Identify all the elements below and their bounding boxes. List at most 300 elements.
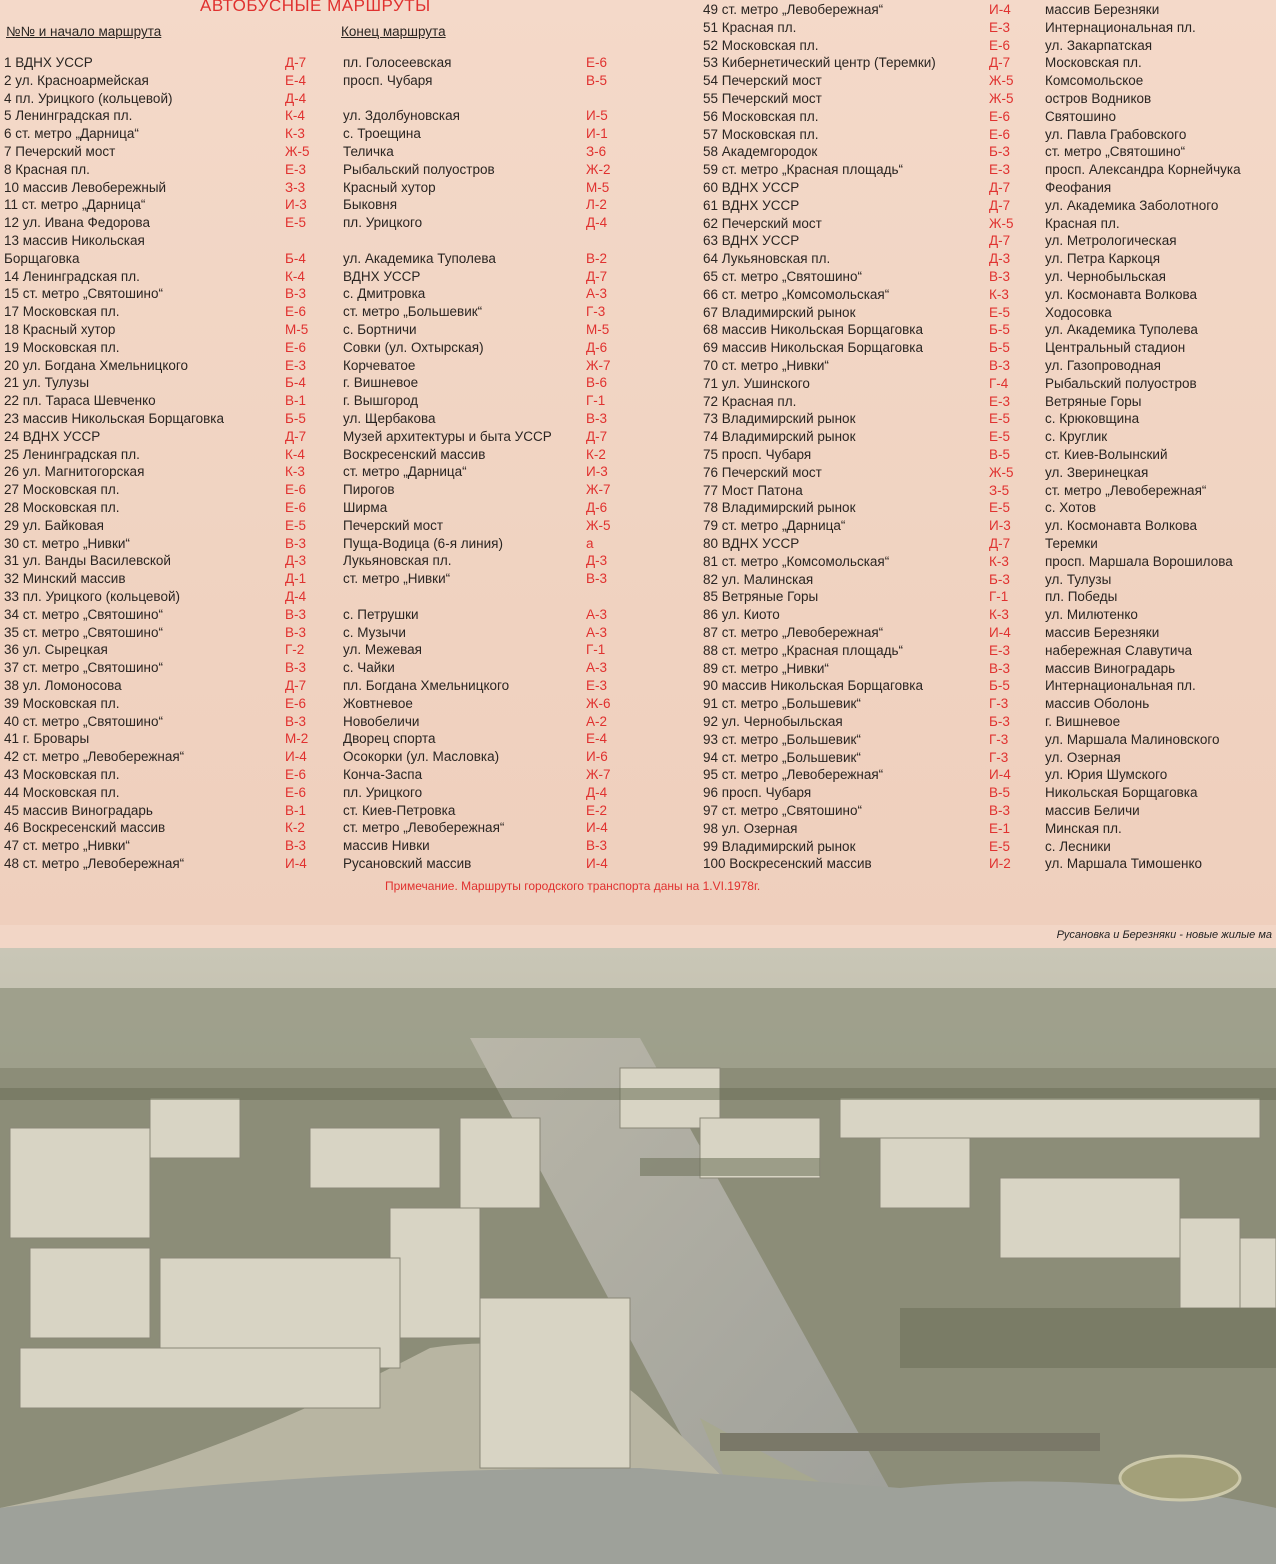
- route-start-grid-code: Е-5: [989, 838, 1011, 854]
- route-start: 4 пл. Урицкого (кольцевой): [4, 90, 173, 106]
- route-end: Осокорки (ул. Масловка): [343, 749, 500, 765]
- route-start: 52 Московская пл.: [703, 37, 819, 53]
- route-end: г. Вишневое: [1045, 714, 1121, 729]
- start-column-header: №№ и начало маршрута: [6, 24, 162, 39]
- route-start-grid-code: Д-7: [285, 55, 307, 70]
- route-start-grid-code: Е-6: [989, 126, 1011, 142]
- route-end-grid-code: И-5: [586, 108, 608, 124]
- route-start: 44 Московская пл.: [4, 784, 120, 800]
- route-start: 34 ст. метро „Святошино“: [4, 606, 163, 622]
- route-end-grid-code: Ж-7: [586, 767, 611, 782]
- route-end-grid-code: М-5: [586, 322, 610, 337]
- route-start-grid-code: В-3: [989, 660, 1011, 676]
- route-end: с. Бортничи: [343, 322, 417, 337]
- route-end: ст. метро „Дарница“: [343, 464, 467, 480]
- route-start: 88 ст. метро „Красная площадь“: [703, 642, 904, 658]
- route-start: 76 Печерский мост: [703, 464, 822, 480]
- route-start-grid-code: И-3: [285, 197, 307, 213]
- route-start-grid-code: Б-3: [989, 714, 1010, 729]
- route-start: 65 ст. метро „Святошино“: [703, 269, 862, 284]
- route-end: г. Вишневое: [343, 375, 419, 391]
- route-end: ул. Академика Заболотного: [1045, 197, 1219, 213]
- route-end-grid-code: Ж-6: [586, 695, 611, 711]
- route-start: 96 просп. Чубаря: [703, 785, 812, 801]
- route-end-grid-code: А-3: [586, 606, 608, 622]
- route-start-grid-code: В-3: [285, 606, 307, 622]
- route-start-grid-code: М-5: [285, 322, 309, 337]
- route-start-grid-code: Е-3: [989, 19, 1011, 35]
- route-end: Дворец спорта: [343, 731, 436, 747]
- route-end-grid-code: Д-6: [586, 339, 608, 355]
- route-start: 10 массив Левобережный: [4, 179, 167, 195]
- route-start-grid-code: Д-4: [285, 90, 307, 106]
- route-end: Быковня: [343, 197, 398, 213]
- route-start-grid-code: Ж-5: [989, 464, 1014, 480]
- route-start-grid-code: Г-3: [989, 696, 1009, 712]
- route-start: 63 ВДНХ УССР: [703, 233, 800, 249]
- route-end: ул. Маршала Малиновского: [1045, 731, 1220, 747]
- route-start: 27 Московская пл.: [4, 482, 120, 498]
- route-start: 33 пл. Урицкого (кольцевой): [4, 589, 180, 604]
- route-start: 70 ст. метро „Нивки“: [703, 358, 829, 373]
- route-end: ул. Академика Туполева: [1045, 322, 1198, 338]
- route-start-grid-code: Б-3: [989, 571, 1010, 587]
- route-end-grid-code: В-5: [586, 72, 608, 88]
- route-start: 22 пл. Тараса Шевченко: [4, 393, 156, 409]
- route-end: массив Виноградарь: [1045, 660, 1176, 676]
- route-start-grid-code: Е-6: [285, 304, 307, 320]
- route-end-grid-code: Е-2: [586, 802, 608, 818]
- route-end-grid-code: а: [586, 535, 594, 551]
- route-start-grid-code: Е-5: [285, 517, 307, 533]
- route-start-grid-code: И-4: [989, 625, 1011, 640]
- route-start-grid-code: Б-4: [285, 250, 306, 266]
- route-end: ст. метро „Нивки“: [343, 571, 451, 587]
- route-end: Теремки: [1045, 536, 1098, 551]
- route-end: массив Беличи: [1045, 803, 1140, 818]
- route-start-grid-code: В-3: [989, 269, 1011, 284]
- route-end-grid-code: Д-7: [586, 268, 608, 284]
- route-end: ст. метро „Левобережная“: [343, 820, 505, 836]
- route-start: 39 Московская пл.: [4, 695, 120, 711]
- route-start-grid-code: В-3: [285, 660, 307, 676]
- route-start: 19 Московская пл.: [4, 339, 120, 355]
- route-end: с. Музычи: [343, 624, 406, 640]
- route-end: ул. Космонавта Волкова: [1045, 286, 1198, 302]
- route-start: 79 ст. метро „Дарница“: [703, 518, 846, 534]
- route-start: 53 Кибернетический центр (Теремки): [703, 55, 936, 71]
- route-end: Святошино: [1045, 108, 1116, 124]
- route-end-grid-code: Г-1: [586, 642, 606, 658]
- route-end: ул. Метрологическая: [1045, 233, 1177, 249]
- route-start: 87 ст. метро „Левобережная“: [703, 625, 884, 640]
- route-start: 5 Ленинградская пл.: [4, 108, 133, 124]
- route-end-grid-code: И-4: [586, 856, 608, 871]
- route-start-grid-code: Е-6: [989, 108, 1011, 124]
- route-start: 100 Воскресенский массив: [703, 856, 872, 872]
- route-end-grid-code: В-3: [586, 571, 608, 587]
- route-end-grid-code: И-3: [586, 464, 608, 480]
- route-end: Московская пл.: [1045, 55, 1142, 71]
- route-end: Совки (ул. Охтырская): [343, 339, 484, 355]
- route-start: 15 ст. метро „Святошино“: [4, 286, 163, 302]
- route-start-grid-code: Е-5: [989, 411, 1011, 427]
- route-start: 98 ул. Озерная: [703, 820, 798, 836]
- route-end: ул. Межевая: [343, 642, 422, 658]
- route-end-grid-code: Е-4: [586, 731, 608, 747]
- route-start: 12 ул. Ивана Федорова: [4, 215, 150, 231]
- route-start: 74 Владимирский рынок: [703, 429, 856, 445]
- route-start-grid-code: К-2: [285, 820, 305, 836]
- route-end: с. Круглик: [1045, 429, 1108, 445]
- route-start-grid-code: В-3: [285, 838, 307, 854]
- route-end-grid-code: З-6: [586, 144, 607, 159]
- footnote: Примечание. Маршруты городского транспорта даны на 1.VI.1978г.: [385, 879, 761, 893]
- route-start: 92 ул. Чернобыльская: [703, 714, 843, 729]
- route-start: 20 ул. Богдана Хмельницкого: [4, 357, 189, 373]
- route-start: 80 ВДНХ УССР: [703, 536, 800, 551]
- route-start: 23 массив Никольская Борщаговка: [4, 411, 225, 426]
- route-end: Минская пл.: [1045, 820, 1122, 836]
- route-start: 85 Ветряные Горы: [703, 589, 819, 605]
- route-start: 8 Красная пл.: [4, 161, 90, 177]
- route-start-grid-code: Е-5: [285, 215, 307, 231]
- route-end: с. Троещина: [343, 126, 421, 142]
- route-start-grid-code: Д-1: [285, 571, 307, 587]
- route-start-grid-code: И-2: [989, 856, 1011, 872]
- route-end-grid-code: Е-3: [586, 678, 608, 693]
- route-end: с. Лесники: [1045, 838, 1111, 854]
- route-start: 56 Московская пл.: [703, 108, 819, 124]
- end-column-header: Конец маршрута: [341, 24, 446, 39]
- route-start: 47 ст. метро „Нивки“: [4, 838, 130, 854]
- route-end: ул. Тулузы: [1045, 571, 1112, 587]
- route-end: просп. Александра Корнейчука: [1045, 162, 1241, 178]
- route-end-grid-code: Д-4: [586, 215, 608, 231]
- route-start-grid-code: Е-3: [989, 642, 1011, 658]
- route-start-grid-code: Г-2: [285, 642, 305, 658]
- route-start-grid-code: Б-5: [989, 322, 1010, 338]
- route-start-grid-code: Г-4: [989, 375, 1009, 391]
- route-start-grid-code: Е-4: [285, 72, 307, 88]
- route-end: Ширма: [343, 500, 388, 515]
- route-start-grid-code: Е-5: [989, 304, 1011, 320]
- route-end: с. Петрушки: [343, 606, 419, 622]
- route-start-grid-code: Д-7: [285, 678, 307, 693]
- route-start: 36 ул. Сырецкая: [4, 642, 108, 658]
- route-start: 54 Печерский мост: [703, 73, 822, 89]
- route-end-grid-code: В-3: [586, 838, 608, 854]
- route-end: Музей архитектуры и быта УССР: [343, 428, 552, 444]
- route-start-grid-code: И-4: [285, 856, 307, 871]
- route-start: 95 ст. метро „Левобережная“: [703, 767, 884, 783]
- route-start-grid-code: Е-5: [989, 429, 1011, 445]
- route-start: 6 ст. метро „Дарница“: [4, 126, 139, 142]
- route-start: 1 ВДНХ УССР: [4, 55, 93, 70]
- route-end: Печерский мост: [343, 517, 444, 533]
- route-end: ст. метро „Левобережная“: [1045, 482, 1207, 498]
- route-start: 78 Владимирский рынок: [703, 500, 856, 516]
- route-start: 71 ул. Ушинского: [703, 375, 810, 391]
- route-end: ул. Павла Грабовского: [1045, 126, 1187, 142]
- route-start-grid-code: В-3: [285, 624, 307, 640]
- route-end: массив Березняки: [1045, 625, 1160, 640]
- route-end: массив Нивки: [343, 838, 430, 854]
- route-start: 55 Печерский мост: [703, 91, 822, 106]
- route-start-grid-code: Е-1: [989, 820, 1011, 836]
- route-start: 86 ул. Киото: [703, 607, 780, 623]
- photo-caption: Русановка и Березняки - новые жилые ма: [1056, 929, 1272, 941]
- route-start-grid-code: Д-7: [989, 197, 1011, 213]
- route-end: Лукьяновская пл.: [343, 553, 452, 569]
- route-start: 18 Красный хутор: [4, 322, 116, 337]
- route-start: 26 ул. Магнитогорская: [4, 464, 145, 480]
- route-start: 69 массив Никольская Борщаговка: [703, 340, 924, 356]
- route-end-grid-code: В-3: [586, 411, 608, 426]
- route-end-grid-code: А-2: [586, 713, 608, 729]
- route-end: Пирогов: [343, 482, 395, 498]
- route-start: 29 ул. Байковая: [4, 517, 104, 533]
- route-start-grid-code: К-3: [285, 464, 305, 480]
- route-start: 75 просп. Чубаря: [703, 447, 812, 462]
- route-start-grid-code: К-4: [285, 268, 305, 284]
- route-start-grid-code: Д-7: [989, 233, 1011, 249]
- route-start: 81 ст. метро „Комсомольская“: [703, 553, 890, 569]
- route-end-grid-code: Ж-7: [586, 482, 611, 498]
- route-start: 51 Красная пл.: [703, 19, 797, 35]
- route-start-grid-code: Б-4: [285, 375, 306, 391]
- route-start: 28 Московская пл.: [4, 500, 120, 515]
- route-start-grid-code: Ж-5: [989, 73, 1014, 89]
- route-start-grid-code: М-2: [285, 731, 309, 747]
- route-end: просп. Маршала Ворошилова: [1045, 553, 1233, 569]
- route-end: ул. Юрия Шумского: [1045, 767, 1168, 783]
- route-start: 60 ВДНХ УССР: [703, 180, 800, 195]
- route-end-grid-code: Л-2: [586, 197, 607, 213]
- route-end: ул. Здолбуновская: [343, 108, 460, 124]
- route-end: Воскресенский массив: [343, 446, 486, 462]
- route-end: ст. Киев-Петровка: [343, 802, 456, 818]
- route-end: набережная Славутича: [1045, 642, 1192, 658]
- route-start-grid-code: Е-6: [285, 339, 307, 355]
- route-end: ул. Озерная: [1045, 749, 1121, 765]
- route-start-grid-code: Г-3: [989, 749, 1009, 765]
- route-start-grid-code: З-3: [285, 179, 306, 195]
- route-end-grid-code: А-3: [586, 660, 608, 676]
- route-start-grid-code: Ж-5: [285, 144, 310, 159]
- route-start: 14 Ленинградская пл.: [4, 268, 140, 284]
- route-start: 90 массив Никольская Борщаговка: [703, 678, 924, 694]
- route-start-grid-code: З-5: [989, 482, 1010, 498]
- route-start-grid-code: Б-5: [285, 411, 306, 426]
- route-start-grid-code: Е-6: [285, 767, 307, 782]
- route-start: 61 ВДНХ УССР: [703, 197, 800, 213]
- route-start-grid-code: В-3: [989, 358, 1011, 373]
- route-end: ул. Маршала Тимошенко: [1045, 856, 1203, 872]
- route-start-grid-code: И-4: [989, 767, 1011, 783]
- route-end-grid-code: И-4: [586, 820, 608, 836]
- route-end: Русановский массив: [343, 856, 472, 871]
- route-start-grid-code: И-3: [989, 518, 1011, 534]
- route-end: пл. Богдана Хмельницкого: [343, 678, 510, 693]
- route-start: 66 ст. метро „Комсомольская“: [703, 286, 890, 302]
- route-start: 68 массив Никольская Борщаговка: [703, 322, 924, 338]
- route-start: 45 массив Виноградарь: [4, 802, 153, 818]
- route-start-grid-code: Б-3: [989, 144, 1010, 160]
- route-end: остров Водников: [1045, 91, 1152, 106]
- route-start-grid-code: Е-6: [285, 482, 307, 498]
- route-start: 93 ст. метро „Большевик“: [703, 731, 861, 747]
- route-end: ул. Щербакова: [343, 411, 436, 426]
- route-start: 62 Печерский мост: [703, 215, 822, 231]
- route-start: 2 ул. Красноармейская: [4, 72, 149, 88]
- route-start-grid-code: Б-5: [989, 678, 1010, 694]
- route-start: 37 ст. метро „Святошино“: [4, 660, 163, 676]
- route-end-grid-code: Д-3: [586, 553, 608, 569]
- route-start: 58 Академгородок: [703, 144, 818, 160]
- route-start: 13 массив Никольская: [4, 233, 145, 248]
- route-start-grid-code: Ж-5: [989, 215, 1014, 231]
- route-start-grid-code: И-4: [989, 2, 1011, 17]
- route-end: Ветряные Горы: [1045, 393, 1142, 409]
- route-end-grid-code: Д-7: [586, 428, 608, 444]
- route-start: 17 Московская пл.: [4, 304, 120, 320]
- route-end: ст. метро „Святошино“: [1045, 144, 1186, 160]
- route-start-grid-code: Е-3: [285, 161, 307, 177]
- route-start-grid-code: В-5: [989, 447, 1011, 462]
- route-end-grid-code: В-2: [586, 250, 608, 266]
- route-end: пл. Победы: [1045, 589, 1118, 605]
- route-end-grid-code: Д-6: [586, 500, 608, 515]
- route-end: пл. Урицкого: [343, 784, 423, 800]
- route-end: ул. Чернобыльская: [1045, 269, 1166, 284]
- route-end: ст. метро „Большевик“: [343, 304, 483, 320]
- route-end: Корчеватое: [343, 357, 416, 373]
- route-start-grid-code: В-5: [989, 785, 1011, 801]
- route-start: 11 ст. метро „Дарница“: [4, 197, 146, 213]
- route-end: ул. Закарпатская: [1045, 37, 1153, 53]
- route-end-grid-code: А-3: [586, 286, 608, 302]
- route-start: 35 ст. метро „Святошино“: [4, 624, 163, 640]
- route-end: Центральный стадион: [1045, 340, 1186, 356]
- route-end: пл. Голосеевская: [343, 55, 452, 70]
- route-start-grid-code: Е-6: [989, 37, 1011, 53]
- route-start-grid-code: Д-7: [989, 180, 1011, 195]
- route-start-grid-code: Ж-5: [989, 91, 1014, 106]
- route-end: Рыбальский полуостров: [1045, 375, 1197, 391]
- route-start-grid-code: Е-5: [989, 500, 1011, 516]
- route-start: 30 ст. метро „Нивки“: [4, 535, 130, 551]
- route-start: 40 ст. метро „Святошино“: [4, 713, 163, 729]
- route-start: 25 Ленинградская пл.: [4, 446, 140, 462]
- route-end-grid-code: И-6: [586, 749, 608, 765]
- page-title: АВТОБУСНЫЕ МАРШРУТЫ: [200, 0, 431, 15]
- route-start-grid-code: К-3: [989, 553, 1009, 569]
- route-start: 24 ВДНХ УССР: [4, 428, 101, 444]
- route-start-grid-code: В-3: [285, 713, 307, 729]
- route-start: 91 ст. метро „Большевик“: [703, 696, 861, 712]
- route-end-grid-code: Г-3: [586, 304, 606, 320]
- route-start-grid-code: К-3: [285, 126, 305, 142]
- route-end-grid-code: Е-6: [586, 55, 608, 70]
- route-start-grid-code: К-3: [989, 607, 1009, 623]
- route-start: 77 Мост Патона: [703, 482, 803, 498]
- route-end-grid-code: М-5: [586, 179, 610, 195]
- route-end: Никольская Борщаговка: [1045, 785, 1198, 801]
- route-start: 21 ул. Тулузы: [4, 375, 90, 391]
- route-start: 72 Красная пл.: [703, 393, 797, 409]
- route-start: 48 ст. метро „Левобережная“: [4, 856, 185, 871]
- route-start: 49 ст. метро „Левобережная“: [703, 2, 884, 17]
- route-end: с. Дмитровка: [343, 286, 426, 302]
- route-start: 99 Владимирский рынок: [703, 838, 856, 854]
- route-start-grid-code: Е-3: [989, 393, 1011, 409]
- route-end: ул. Газопроводная: [1045, 358, 1161, 373]
- route-end-grid-code: Ж-5: [586, 517, 611, 533]
- route-start: 43 Московская пл.: [4, 767, 120, 782]
- route-start-grid-code: В-3: [285, 535, 307, 551]
- route-end-grid-code: И-1: [586, 126, 608, 142]
- route-start-grid-code: Е-6: [285, 784, 307, 800]
- route-start: 41 г. Бровары: [4, 731, 90, 747]
- route-end: Жовтневое: [343, 695, 413, 711]
- route-start-grid-code: В-1: [285, 802, 307, 818]
- route-start-grid-code: Е-3: [989, 162, 1011, 178]
- route-end-grid-code: В-6: [586, 375, 608, 391]
- route-start-grid-code: В-1: [285, 393, 307, 409]
- route-end: Конча-Заспа: [343, 767, 423, 782]
- route-end: Рыбальский полуостров: [343, 161, 495, 177]
- route-start-grid-code: И-4: [285, 749, 307, 765]
- route-end: Интернациональная пл.: [1045, 678, 1196, 694]
- route-end: ул. Зверинецкая: [1045, 464, 1149, 480]
- route-end: пл. Урицкого: [343, 215, 423, 231]
- route-start: 64 Лукьяновская пл.: [703, 251, 831, 267]
- route-start: 42 ст. метро „Левобережная“: [4, 749, 185, 765]
- route-start-grid-code: Д-7: [989, 536, 1011, 551]
- route-end-grid-code: Ж-7: [586, 357, 611, 373]
- route-end-grid-code: Ж-2: [586, 161, 611, 177]
- route-end: ул. Милютенко: [1045, 607, 1138, 623]
- route-start-grid-code: Е-6: [285, 695, 307, 711]
- route-start: Борщаговка: [4, 250, 80, 266]
- route-start-grid-code: Б-5: [989, 340, 1010, 356]
- route-end: ул. Академика Туполева: [343, 250, 496, 266]
- route-start: 46 Воскресенский массив: [4, 820, 166, 836]
- route-end-grid-code: К-2: [586, 446, 606, 462]
- route-start-grid-code: Д-7: [285, 428, 307, 444]
- route-end: Интернациональная пл.: [1045, 19, 1196, 35]
- route-start-grid-code: В-3: [285, 286, 307, 302]
- route-start-grid-code: Е-6: [285, 500, 307, 515]
- route-end: ул. Петра Каркоця: [1045, 251, 1161, 267]
- route-start: 73 Владимирский рынок: [703, 411, 856, 427]
- route-end: Комсомольское: [1045, 73, 1144, 89]
- route-end-grid-code: Д-4: [586, 784, 608, 800]
- route-end: с. Крюковщина: [1045, 411, 1140, 427]
- aerial-photo-rusanovka: [0, 948, 1276, 1564]
- route-end: массив Оболонь: [1045, 696, 1150, 712]
- route-start: 82 ул. Малинская: [703, 571, 814, 587]
- route-start-grid-code: Е-3: [285, 357, 307, 373]
- route-start: 7 Печерский мост: [4, 144, 116, 159]
- route-start: 38 ул. Ломоносова: [4, 678, 122, 693]
- route-start: 94 ст. метро „Большевик“: [703, 749, 861, 765]
- route-end: Феофания: [1045, 180, 1112, 195]
- route-end: ул. Космонавта Волкова: [1045, 518, 1198, 534]
- route-start: 59 ст. метро „Красная площадь“: [703, 162, 904, 178]
- route-start-grid-code: В-3: [989, 803, 1011, 818]
